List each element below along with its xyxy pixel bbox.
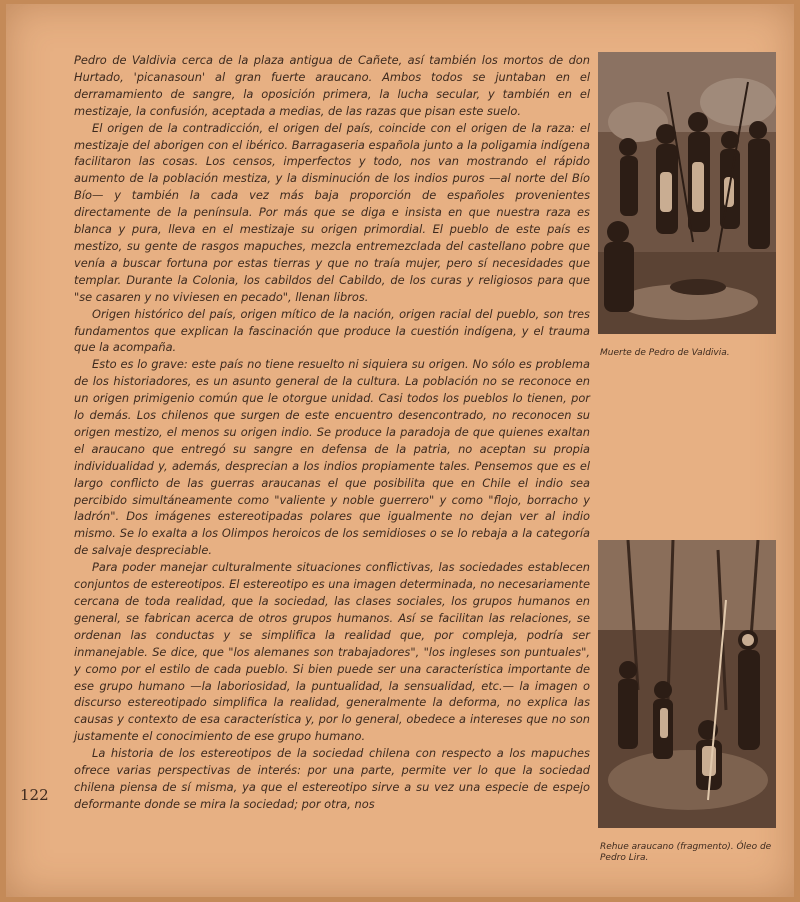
paragraph: Para poder manejar culturalmente situaciones conflictivas, las sociedades establecen conjuntos de estereotipos. El estereotipo es una imagen determinada, no necesariamente cercana de toda realidad, que la sociedad, las clases sociales, los grupos humanos en general, se fabrican acerca de otros grupos humanos. Así se facilitan las relaciones, se ordenan las conductas y se simplifica la realidad que, por compleja, podría ser inmanejable. Se dice, que "los alemanes son trabajadores", "los ingleses son puntuales", y como por el estilo de cada pueblo. Si bien puede ser una característica importante de ese grupo humano —la laboriosidad, la puntualidad, la sensualidad, etc.— la imagen o discurso estereotipado simplifica la realidad, generalmente la deforma, no explica las causas y contexto de esa característica y, por lo general, obedece a intereses que no son justamente el conocimiento de ese grupo humano. xyxy=(74,560,590,744)
painting-illustration xyxy=(598,540,776,828)
paragraph: El origen de la contradicción, el origen del país, coincide con el origen de la raza: el mestizaje del aborigen con el ibérico. Barragaseria española junto a la poligamia indígena facilitaron las cosas. Los censos, imperfectos y todo, nos van mostrando el rápido aumento de la población mestiza, y la disminución de los indios puros —al norte del Bío Bío— y también la cada vez más baja proporción de españoles provenientes directamente de la península. Por más que se diga e insista en que nuestra raza es blanca y pura, lleva en el mestizaje su origen primordial. El pueblo de este país es mestizo, su gente de rasgos mapuches, mezcla entremezclada del castellano pobre que venía a buscar fortuna por estas tierras y que no traía mujer, pero sí necesidades que templar. Durante la Colonia, los cabildos del Cabildo, de los curas y religiosos para que "se casaren y no viviesen en pecado", llenan libros. xyxy=(74,120,590,304)
book-page xyxy=(6,4,794,897)
paragraph: Pedro de Valdivia cerca de la plaza antigua de Cañete, así también los mortos de don Hurtado, 'picanasoun' al gran fuerte araucano. Ambos todos se juntaban en el derramamiento de sangre, la oposición primera, la lucha secular, y también en el mestizaje, la confusión, aceptada a medias, de las razas que pisan este suelo. xyxy=(74,53,590,118)
figure-caption: Muerte de Pedro de Valdivia. xyxy=(600,348,730,358)
figure-caption: Rehue araucano (fragmento). Óleo de Pedro Lira. xyxy=(600,842,772,863)
paragraph: Origen histórico del país, origen mítico de la nación, origen racial del pueblo, son tres fundamentos que explican la fascinación que produce la cuestión indígena, y el trauma que la acompaña. xyxy=(74,306,590,355)
figure-death-of-valdivia xyxy=(598,52,776,334)
paragraph: Esto es lo grave: este país no tiene resuelto ni siquiera su origen. No sólo es problema de los historiadores, es un asunto general de la cultura. La población no se reconoce en un origen primigenio común que le otorgue unidad. Casi todos los pueblos lo tienen, por lo demás. Los chilenos que surgen de este encuentro desencontrado, no reconocen su origen mestizo, el menos su origen indio. Se produce la paradoja de que quienes exaltan el araucano que entregó su sangre en defensa de la patria, no aceptan su propia individualidad y, además, desprecian a los indios propiamente tales. Pensemos que es el largo conflicto de las guerras araucanas el que posibilita que en Chile el indio sea percibido simultáneamente como "valiente y noble guerrero" y como "flojo, borracho y ladrón". Dos imágenes estereotipadas polares que igualmente no dejan ver al indio mismo. Se lo exalta a los Olimpos heroicos de los semidioses o se lo rebaja a la categoría de salvaje despreciable. xyxy=(74,357,590,558)
body-text xyxy=(74,52,590,813)
engraving-illustration xyxy=(598,52,776,334)
paragraph: La historia de los estereotipos de la sociedad chilena con respecto a los mapuches ofrece varias perspectivas de interés: por una parte, permite ver lo que la sociedad chilena piensa de sí misma, ya que el estereotipo sirve a su vez una especie de espejo deformante donde se mira la sociedad; por otra, nos xyxy=(74,746,590,811)
page-number: 122 xyxy=(20,786,49,804)
figure-rehue-araucano xyxy=(598,540,776,828)
